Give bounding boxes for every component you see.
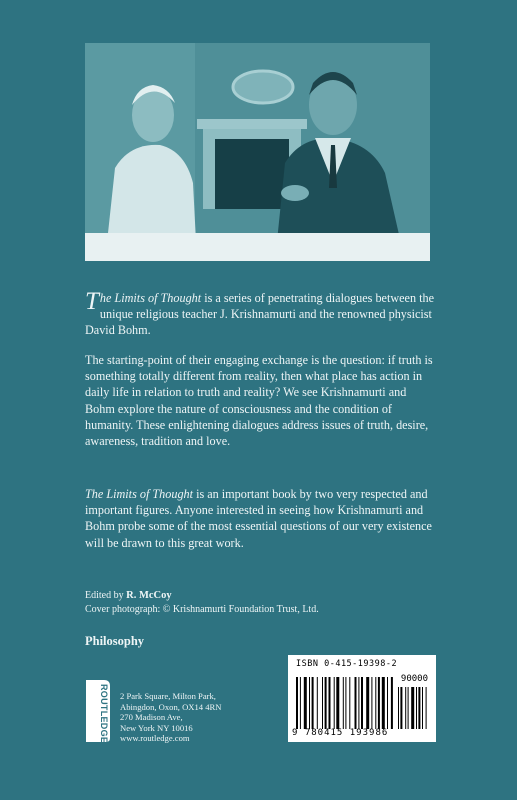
barcode-bar <box>336 677 339 729</box>
editor-name: R. McCoy <box>126 590 172 601</box>
cover-photo-credit: Cover photograph: © Krishnamurti Foundation Trust, Ltd. <box>85 604 319 615</box>
price-code: 90000 <box>400 674 428 684</box>
barcode-bar <box>358 677 359 729</box>
barcode-addon-bar <box>422 687 423 729</box>
isbn-number: ISBN 0-415-19398-2 <box>296 659 398 669</box>
barcode-bar <box>361 677 363 729</box>
barcode-addon-bar <box>398 687 399 729</box>
barcode-addon-bar <box>408 687 409 729</box>
barcode-digits: 9 780415 193986 <box>292 728 389 738</box>
publisher-logo-icon <box>84 678 112 744</box>
publisher-address <box>120 691 221 744</box>
barcode-addon-bar <box>400 687 402 729</box>
barcode-bar <box>309 677 310 729</box>
address-line: New York NY 10016 <box>120 722 193 733</box>
barcode-bar <box>371 677 372 729</box>
photograph-illustration <box>85 43 430 261</box>
barcode-bar <box>349 677 350 729</box>
isbn-barcode <box>288 655 436 742</box>
description-paragraph: The starting-point of their engaging exchange is the question: if truth is something totally different from reality, then what place has action in daily life in relation to truth and reality? We see Krishnamurti and Bohm explore the nature of consciousness and the condition of humanity. These enlightening dialogues address issues of truth, desire, awareness, tradition and love. <box>85 353 433 449</box>
barcode-bar <box>378 677 380 729</box>
endorsement-paragraph <box>85 486 435 551</box>
address-line: 270 Madison Ave, <box>120 712 183 722</box>
barcode-bar <box>366 677 369 729</box>
barcode-bar <box>375 677 376 729</box>
barcode-bar <box>382 677 385 729</box>
editor-credit: Edited by R. McCoy <box>85 590 172 601</box>
barcode-bar <box>391 677 393 729</box>
address-line: Abingdon, Oxon, OX14 4RN <box>120 701 222 712</box>
barcode-bar <box>317 677 318 729</box>
barcode-bar <box>345 677 346 729</box>
barcode-bar <box>312 677 314 729</box>
barcode-addon-bar <box>418 687 420 729</box>
publisher-website: www.routledge.com <box>120 733 190 743</box>
barcode-bar <box>343 677 344 729</box>
cover-photograph <box>85 43 430 261</box>
publisher-logo-text: ROUTLEDGE <box>99 684 109 744</box>
barcode-bar <box>329 677 331 729</box>
intro-paragraph <box>85 290 435 339</box>
barcode-bar <box>304 677 307 729</box>
book-title-endorsement: The Limits of Thought <box>85 487 194 501</box>
intro-body: is a series of penetrating dialogues between the unique religious teacher J. Krishnamurti and the renowned physicist David Bohm. <box>85 291 434 338</box>
barcode-bar <box>387 677 388 729</box>
barcode-addon-bar <box>411 687 414 729</box>
endorsement-body: is an important book by two very respected and important figures. Anyone interested in seeing how Krishnamurti and Bohm probe some of the most essential questions of our very existence will be drawn to this great work. <box>85 487 432 550</box>
barcode-addon-bar <box>426 687 427 729</box>
barcode-bar <box>322 677 323 729</box>
book-title-intro: he Limits of Thought <box>99 291 202 305</box>
credits <box>85 589 435 617</box>
address-line: 2 Park Square, Milton Park, <box>120 691 216 701</box>
barcode-bar <box>334 677 335 729</box>
barcode-bar <box>355 677 357 729</box>
barcode-bar <box>325 677 327 729</box>
barcode-bar <box>296 677 298 729</box>
barcode-addon-bar <box>405 687 406 729</box>
barcode-bar <box>300 677 301 729</box>
subject-category: Philosophy <box>85 634 145 648</box>
barcode-addon-bar <box>416 687 417 729</box>
drop-cap: T <box>85 288 99 315</box>
